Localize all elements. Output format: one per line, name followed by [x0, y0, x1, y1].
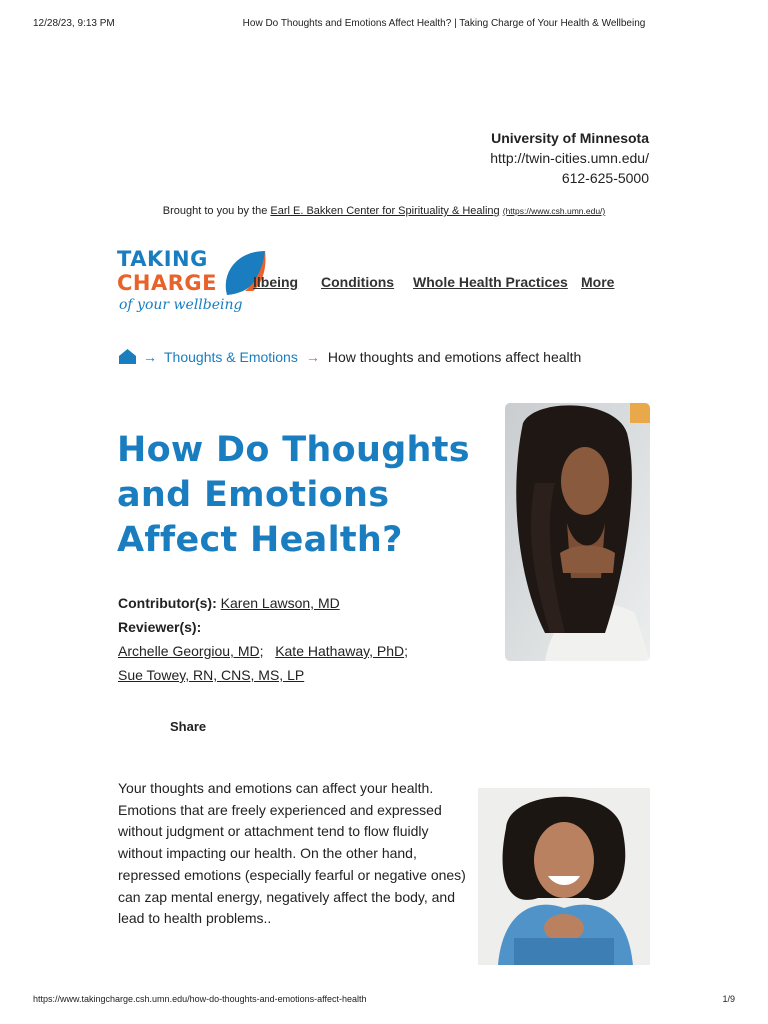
thoughtful-woman-photo	[505, 403, 650, 661]
contributors-line	[118, 591, 340, 615]
university-url[interactable]: http://twin-cities.umn.edu/	[490, 150, 649, 166]
print-datetime: 12/28/23, 9:13 PM	[33, 18, 115, 29]
contributors-label: Contributor(s):	[118, 595, 217, 611]
footer-page-number: 1/9	[722, 994, 735, 1004]
logo-line-charge: CHARGE	[117, 271, 217, 295]
smiling-woman-photo	[478, 788, 650, 965]
logo-line-wellbeing: of your wellbeing	[119, 297, 243, 313]
page-title-line: and Emotions	[117, 475, 390, 515]
reviewers-line-1: Archelle Georgiou, MD; Kate Hathaway, PhD;	[118, 643, 408, 659]
breadcrumb-separator: →	[143, 348, 157, 365]
brought-by-prefix: Brought to you by the	[162, 205, 268, 217]
reviewers-label: Reviewer(s):	[118, 619, 202, 635]
reviewer-link[interactable]: Archelle Georgiou, MD	[118, 643, 260, 659]
breadcrumb-current: How thoughts and emotions affect health	[327, 348, 582, 365]
nav-whole-health-practices[interactable]: Whole Health Practices	[413, 274, 568, 290]
reviewers-label-line	[118, 615, 201, 639]
nav-wellbeing[interactable]: llbeing	[253, 274, 299, 290]
reviewers-line-2	[118, 663, 304, 687]
breadcrumb-separator: →	[305, 348, 320, 365]
nav-more[interactable]: More	[581, 274, 615, 290]
print-page-title: How Do Thoughts and Emotions Affect Health? | Taking Charge of Your Health & Wellbeing	[242, 18, 646, 29]
reviewer-link[interactable]: Kate Hathaway, PhD	[275, 643, 405, 659]
breadcrumb-thoughts-emotions[interactable]: Thoughts & Emotions	[164, 348, 298, 365]
university-block	[490, 128, 649, 188]
bakken-center-link[interactable]: Earl E. Bakken Center for Spirituality & Healing	[270, 205, 500, 217]
logo-line-taking: TAKING	[117, 247, 208, 271]
page-title-line: Affect Health?	[117, 520, 403, 560]
brought-by-line	[0, 205, 768, 217]
contributor-link[interactable]: Karen Lawson, MD	[220, 595, 340, 611]
university-phone[interactable]: 612-625-5000	[561, 170, 649, 186]
share-button[interactable]: Share	[170, 719, 207, 734]
university-name: University of Minnesota	[491, 130, 649, 146]
home-icon[interactable]	[118, 348, 137, 365]
taking-charge-logo[interactable]	[117, 248, 267, 320]
nav-conditions[interactable]: Conditions	[321, 274, 395, 290]
article-intro-paragraph: Your thoughts and emotions can affect your health. Emotions that are freely experienced and expressed without judgment or attachment tend to flow fluidly without impacting our health. On the other hand, repressed emotions (especially fearful or negative ones) can zap mental energy, negatively affect the body, and lead to health problems..	[118, 780, 466, 927]
page-title	[117, 428, 477, 563]
page-title-line: How Do Thoughts	[117, 430, 470, 470]
footer-url: https://www.takingcharge.csh.umn.edu/how-do-thoughts-and-emotions-affect-health	[33, 994, 367, 1004]
bakken-center-url[interactable]: (https://www.csh.umn.edu/)	[502, 206, 606, 216]
reviewer-link[interactable]: Sue Towey, RN, CNS, MS, LP	[118, 667, 305, 683]
breadcrumb	[118, 348, 581, 365]
